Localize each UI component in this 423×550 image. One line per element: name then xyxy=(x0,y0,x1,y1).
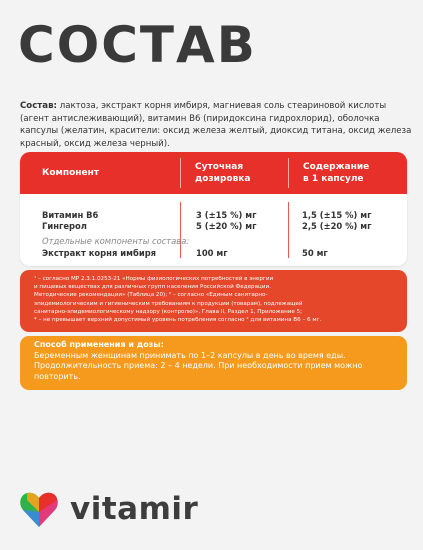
usage-heading: Способ применения и дозы: xyxy=(34,340,164,349)
composition-table xyxy=(20,152,407,266)
other-components-label: Отдельные компоненты состава: xyxy=(42,236,190,246)
row-name: Экстракт корня имбиря xyxy=(42,248,157,258)
header-content xyxy=(288,158,407,188)
footnote-line: и пищевых веществах для различных групп населения Российской Федерации. xyxy=(34,284,271,291)
footnote-line: ¹ – согласно МР 2.3.1.0253-21 «Нормы физиологических потребностей в энергии xyxy=(34,276,274,282)
footnote-line: Методические рекомендации» (Таблица 20); ² – согласно «Единым санитарно- xyxy=(34,292,268,299)
footnote-line: * – не превышает верхний допустимый уровень потребления согласно ² для витамина В6 – 6 мг. xyxy=(34,317,322,324)
header-component: Компонент xyxy=(42,168,100,178)
row-capsule: 2,5 (±20 %) мг xyxy=(302,221,372,231)
column-divider xyxy=(180,202,181,258)
header-daily-line2: дозировка xyxy=(195,174,251,184)
logo-text: vitamir xyxy=(70,490,199,527)
row-daily: 5 (±20 %) мг xyxy=(196,221,257,231)
footnote-line: эпидемиологическим и гигиеническим требованиям к продукции (товарам), подлежащей xyxy=(34,300,303,307)
header-content-line2: в 1 капсуле xyxy=(303,174,364,184)
vitamir-heart-icon xyxy=(18,488,60,530)
composition-label: Состав: xyxy=(20,101,57,111)
usage-line: Продолжительность приема: 2 – 4 недели. При необходимости прием можно xyxy=(34,361,363,371)
usage-box xyxy=(20,336,407,390)
table-body xyxy=(20,194,407,266)
usage-line: Беременным женщинам принимать по 1–2 капсулы в день во время еды. xyxy=(34,350,346,360)
usage-line: повторить. xyxy=(34,371,81,381)
row-daily: 100 мг xyxy=(196,248,228,258)
row-daily: 3 (±15 %) мг xyxy=(196,210,257,220)
brand-logo xyxy=(18,488,198,530)
row-name: Витамин В6 xyxy=(42,210,99,220)
footnote-line: санитарно-эпидемиологическому надзору (контролю)», Глава II, Раздел 1, Приложение 5; xyxy=(34,308,303,315)
header-content-line1: Содержание xyxy=(303,162,370,172)
page-title: СОСТАВ xyxy=(18,16,257,74)
composition-body: лактоза, экстракт корня имбиря, магниевая соль стеариновой кислоты (агент антислеживающий), витамин В6 (пиридоксина гидрохлорид), оболочка капсулы (желатин, красители: оксид железа желтый, диоксид титана, оксид железа красный, оксид железа черный). xyxy=(20,101,412,149)
composition-text xyxy=(20,100,412,150)
row-capsule: 1,5 (±15 %) мг xyxy=(302,210,372,220)
header-daily xyxy=(180,158,288,188)
footnotes-box xyxy=(20,270,407,332)
table-header xyxy=(20,152,407,194)
row-name: Гингерол xyxy=(42,221,87,231)
header-daily-line1: Суточная xyxy=(195,162,244,172)
column-divider xyxy=(288,202,289,258)
row-capsule: 50 мг xyxy=(302,248,328,258)
